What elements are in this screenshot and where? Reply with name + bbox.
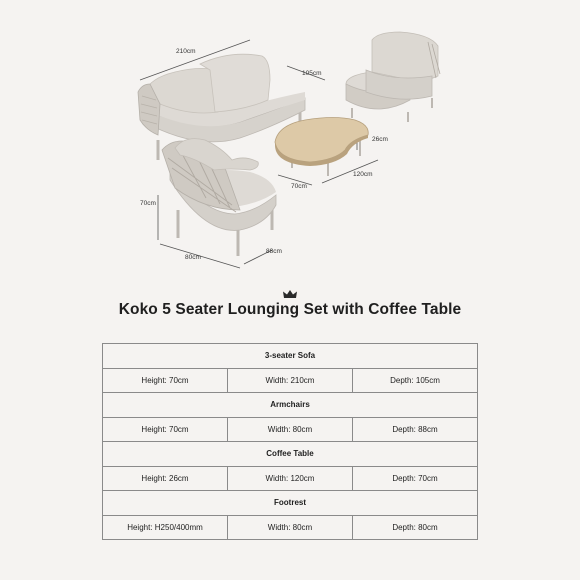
depth-cell: Depth: 80cm: [353, 515, 478, 540]
dim-table-height: 26cm: [372, 136, 388, 143]
section-heading: Footrest: [103, 491, 478, 516]
page-title: Koko 5 Seater Lounging Set with Coffee Table: [118, 301, 462, 318]
height-cell: Height: 70cm: [103, 368, 228, 393]
table-row: [103, 417, 478, 442]
section-heading: Coffee Table: [103, 442, 478, 467]
depth-cell: Depth: 88cm: [353, 417, 478, 442]
section-header-row: [103, 344, 478, 369]
height-cell: Height: H250/400mm: [103, 515, 228, 540]
table-row: [103, 515, 478, 540]
armchair-drawing: [162, 139, 276, 256]
spec-table: [102, 343, 478, 540]
section-heading: 3-seater Sofa: [103, 344, 478, 369]
dim-armchair-width: 80cm: [185, 254, 201, 261]
product-illustration: [0, 0, 580, 280]
width-cell: Width: 80cm: [228, 417, 353, 442]
height-cell: Height: 70cm: [103, 417, 228, 442]
dim-sofa-width: 210cm: [176, 48, 196, 55]
height-cell: Height: 26cm: [103, 466, 228, 491]
dim-table-length: 120cm: [353, 171, 373, 178]
table-row: [103, 368, 478, 393]
width-cell: Width: 120cm: [228, 466, 353, 491]
width-cell: Width: 210cm: [228, 368, 353, 393]
depth-cell: Depth: 70cm: [353, 466, 478, 491]
coffee-table-drawing: [275, 118, 368, 177]
dim-sofa-depth: 105cm: [302, 70, 322, 77]
section-header-row: [103, 442, 478, 467]
dim-armchair-depth: 88cm: [266, 248, 282, 255]
dim-armchair-height: 70cm: [140, 200, 156, 207]
table-row: [103, 466, 478, 491]
crown-icon: [282, 289, 298, 299]
section-header-row: [103, 393, 478, 418]
footrest-drawing: [346, 32, 440, 122]
section-header-row: [103, 491, 478, 516]
dim-table-width: 70cm: [291, 183, 307, 190]
depth-cell: Depth: 105cm: [353, 368, 478, 393]
width-cell: Width: 80cm: [228, 515, 353, 540]
section-heading: Armchairs: [103, 393, 478, 418]
